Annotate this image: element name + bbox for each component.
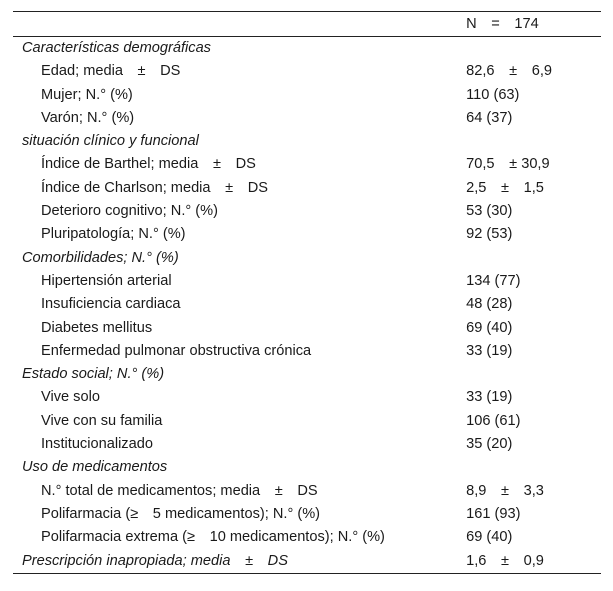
row-value: 110 (63) <box>466 86 520 103</box>
row-label: Índice de Charlson; media ± DS <box>41 179 269 196</box>
row-value <box>466 37 601 61</box>
table-row <box>13 410 601 433</box>
row-value: 2,5 ± 1,5 <box>466 179 544 196</box>
header-sample-size: N = 174 <box>466 16 539 32</box>
table-header-row <box>13 12 601 37</box>
row-label: Diabetes mellitus <box>41 319 153 336</box>
row-value: 134 (77) <box>466 272 521 289</box>
table-row <box>13 270 601 293</box>
table-row <box>13 317 601 340</box>
table-row <box>13 223 601 246</box>
row-value <box>466 130 601 153</box>
section-row <box>13 550 601 574</box>
row-value <box>466 456 601 479</box>
row-label: Deterioro cognitivo; N.° (%) <box>41 203 218 220</box>
row-label: Mujer; N.° (%) <box>41 86 133 103</box>
section-row <box>13 130 601 153</box>
table-row <box>13 433 601 456</box>
row-label: Polifarmacia (≥ 5 medicamentos); N.° (%) <box>41 505 321 522</box>
row-value <box>466 247 601 270</box>
row-value: 92 (53) <box>466 226 513 243</box>
section-row <box>13 247 601 270</box>
table-row <box>13 526 601 549</box>
row-label: Vive solo <box>41 389 100 406</box>
table-row <box>13 84 601 107</box>
section-row <box>13 37 601 61</box>
row-label: Edad; media ± DS <box>41 63 181 80</box>
table-row <box>13 200 601 223</box>
row-label: Índice de Barthel; media ± DS <box>41 156 256 173</box>
section-label: Comorbilidades; N.° (%) <box>22 249 179 266</box>
table-row <box>13 60 601 83</box>
row-value: 106 (61) <box>466 412 521 429</box>
row-label: Vive con su familia <box>41 412 163 429</box>
patient-characteristics-table <box>13 11 601 574</box>
section-label: Estado social; N.° (%) <box>22 366 165 383</box>
table-body <box>13 37 601 574</box>
row-value: 161 (93) <box>466 505 521 522</box>
row-value: 35 (20) <box>466 436 513 453</box>
row-value: 48 (28) <box>466 296 513 313</box>
section-row <box>13 456 601 479</box>
row-value: 69 (40) <box>466 529 513 546</box>
row-value: 33 (19) <box>466 389 513 406</box>
row-value: 70,5 ± 30,9 <box>466 156 550 173</box>
row-label: Institucionalizado <box>41 436 153 453</box>
row-value <box>466 363 601 386</box>
row-value: 64 (37) <box>466 109 513 126</box>
row-value: 1,6 ± 0,9 <box>466 552 544 569</box>
table-row <box>13 153 601 176</box>
row-value: 69 (40) <box>466 319 513 336</box>
table-row <box>13 503 601 526</box>
table-row <box>13 107 601 130</box>
row-value: 82,6 ± 6,9 <box>466 63 553 80</box>
row-value: 53 (30) <box>466 203 513 220</box>
table-row <box>13 386 601 409</box>
header-label <box>13 12 466 37</box>
table-row <box>13 340 601 363</box>
section-label: Uso de medicamentos <box>22 459 168 476</box>
row-label: Polifarmacia extrema (≥ 10 medicamentos); N.° (%) <box>41 529 385 546</box>
table-row <box>13 177 601 200</box>
section-label: Prescripción inapropiada; media ± DS <box>22 552 288 569</box>
row-label: Hipertensión arterial <box>41 272 172 289</box>
table-row <box>13 293 601 316</box>
table-row <box>13 480 601 503</box>
row-label: Enfermedad pulmonar obstructiva crónica <box>41 342 312 359</box>
row-label: Pluripatología; N.° (%) <box>41 226 186 243</box>
patient-characteristics-table-container <box>13 11 601 574</box>
section-label: situación clínico y funcional <box>22 133 199 150</box>
row-value: 8,9 ± 3,3 <box>466 482 544 499</box>
section-row <box>13 363 601 386</box>
row-label: N.° total de medicamentos; media ± DS <box>41 482 318 499</box>
section-label: Características demográficas <box>22 40 211 56</box>
row-label: Varón; N.° (%) <box>41 109 135 126</box>
row-value: 33 (19) <box>466 342 513 359</box>
row-label: Insuficiencia cardiaca <box>41 296 181 313</box>
